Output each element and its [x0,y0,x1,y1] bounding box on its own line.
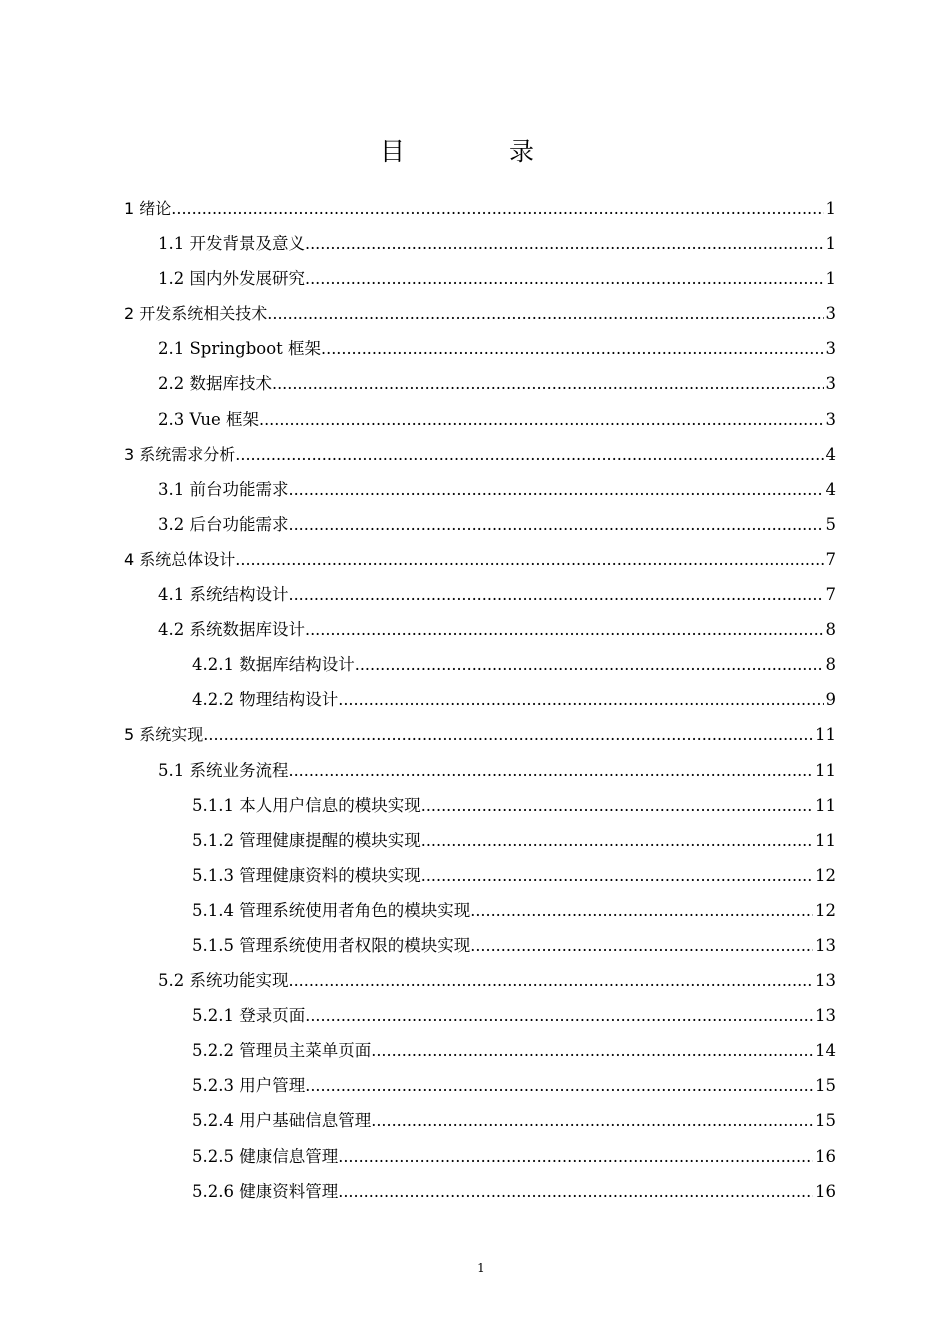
toc-entry[interactable] [158,366,836,401]
toc-entry-page: 14 [815,1041,836,1061]
toc-entry-title: 4.2.1 数据库结构设计 [192,655,355,675]
toc-entry-title: 5.2.3 用户管理 [192,1076,306,1096]
toc-entry-title: 2 开发系统相关技术 [124,304,268,324]
toc-entry[interactable] [192,928,836,963]
toc-entry-page: 8 [825,620,836,640]
dot-leader [338,1174,813,1209]
dot-leader [305,261,824,296]
toc-entry[interactable] [124,717,836,752]
toc-entry-page: 8 [825,655,836,675]
dot-leader [305,226,824,261]
dot-leader [171,191,823,226]
toc-entry-title: 5.2.1 登录页面 [192,1006,306,1026]
toc-entry-title: 1 绪论 [124,199,172,218]
dot-leader [305,1068,813,1103]
toc-entry-title: 5.2.2 管理员主菜单页面 [192,1041,372,1061]
dot-leader [259,402,824,437]
toc-entry-title: 4.1 系统结构设计 [158,585,289,605]
toc-entry-page: 7 [825,585,836,605]
toc-entry[interactable] [192,858,836,893]
toc-entry-page: 11 [815,760,836,780]
dot-leader [470,893,813,928]
toc-entry[interactable] [192,1033,836,1068]
toc-entry-page: 7 [825,549,836,569]
toc-entry-title: 5.1.5 管理系统使用者权限的模块实现 [192,935,471,955]
toc-entry[interactable] [158,261,836,296]
toc-entry-title: 1.1 开发背景及意义 [158,234,305,254]
toc-entry[interactable] [192,1103,836,1138]
dot-leader [338,682,823,717]
toc-entry[interactable] [192,788,836,823]
dot-leader [321,331,823,366]
toc-entry-page: 15 [815,1076,836,1096]
toc-entry-title: 4.2 系统数据库设计 [158,620,305,640]
dot-leader [338,1139,813,1174]
dot-leader [421,858,813,893]
toc-entry-page: 9 [825,690,836,710]
toc-entry-page: 13 [815,935,836,955]
toc-entry[interactable] [192,1068,836,1103]
toc-entry[interactable] [158,226,836,261]
toc-entry-page: 11 [815,830,836,850]
toc-entry-page: 1 [825,269,836,289]
toc-entry-title: 5.2.4 用户基础信息管理 [192,1111,372,1131]
dot-leader [203,717,813,752]
toc-entry[interactable] [124,437,836,472]
toc-entry-page: 11 [815,795,836,815]
toc-entry[interactable] [158,612,836,647]
toc-entry-title: 3.1 前台功能需求 [158,479,289,499]
toc-entry-page: 11 [815,725,836,745]
toc-entry-title: 5.1 系统业务流程 [158,760,289,780]
dot-leader [371,1033,813,1068]
dot-leader [371,1103,813,1138]
toc-title: 目 录 [380,137,582,166]
toc-entry-page: 16 [815,1146,836,1166]
toc-entry-page: 3 [825,339,836,359]
dot-leader [235,437,823,472]
dot-leader [289,472,824,507]
toc-entry-title: 5.1.1 本人用户信息的模块实现 [192,795,421,815]
toc-entry[interactable] [124,296,836,331]
toc-entry[interactable] [158,577,836,612]
toc-entry[interactable] [192,1174,836,1209]
toc-entry[interactable] [124,542,836,577]
toc-entry[interactable] [192,823,836,858]
toc-entry-title: 2.2 数据库技术 [158,374,272,394]
toc-entry-title: 5.1.2 管理健康提醒的模块实现 [192,830,421,850]
toc-entry-title: 3.2 后台功能需求 [158,514,289,534]
dot-leader [272,366,824,401]
toc-entry-page: 3 [825,409,836,429]
dot-leader [470,928,813,963]
toc-entry-page: 3 [825,304,836,324]
toc-entry-page: 4 [825,479,836,499]
toc-entry[interactable] [158,963,836,998]
toc-entry[interactable] [192,1139,836,1174]
dot-leader [289,577,824,612]
toc-entry-title: 4.2.2 物理结构设计 [192,690,339,710]
toc-entry[interactable] [192,647,836,682]
toc-entry-title: 1.2 国内外发展研究 [158,269,305,289]
toc-list [0,191,950,1209]
toc-entry-title: 4 系统总体设计 [124,549,236,569]
dot-leader [235,542,823,577]
toc-entry-page: 1 [825,234,836,254]
toc-entry-page: 1 [825,199,836,218]
dot-leader [289,963,814,998]
toc-entry[interactable] [158,507,836,542]
toc-entry-page: 13 [815,1006,836,1026]
toc-entry[interactable] [192,998,836,1033]
dot-leader [421,823,813,858]
toc-entry-title: 5.2.5 健康信息管理 [192,1146,339,1166]
toc-entry-page: 12 [815,865,836,885]
toc-entry-page: 16 [815,1181,836,1201]
toc-entry-title: 2.1 Springboot 框架 [158,339,322,359]
toc-entry-page: 15 [815,1111,836,1131]
toc-entry-page: 12 [815,900,836,920]
page-number: 1 [477,1261,485,1275]
toc-entry-title: 2.3 Vue 框架 [158,409,259,429]
toc-entry[interactable] [158,402,836,437]
toc-entry-title: 5 系统实现 [124,725,204,745]
dot-leader [267,296,823,331]
toc-entry-title: 5.2 系统功能实现 [158,971,289,991]
toc-entry[interactable] [158,472,836,507]
toc-entry-page: 13 [815,971,836,991]
toc-entry[interactable] [192,682,836,717]
toc-entry-title: 3 系统需求分析 [124,444,236,464]
dot-leader [305,998,813,1033]
toc-entry[interactable] [192,893,836,928]
toc-entry-title: 5.1.3 管理健康资料的模块实现 [192,865,421,885]
toc-entry-page: 3 [825,374,836,394]
dot-leader [421,788,813,823]
dot-leader [305,612,824,647]
toc-entry-page: 4 [825,444,836,464]
toc-entry[interactable] [158,331,836,366]
dot-leader [289,507,824,542]
toc-entry-title: 5.2.6 健康资料管理 [192,1181,339,1201]
toc-entry-title: 5.1.4 管理系统使用者角色的模块实现 [192,900,471,920]
dot-leader [289,753,814,788]
toc-entry[interactable] [124,191,836,226]
toc-entry[interactable] [158,753,836,788]
dot-leader [355,647,824,682]
toc-entry-page: 5 [825,514,836,534]
